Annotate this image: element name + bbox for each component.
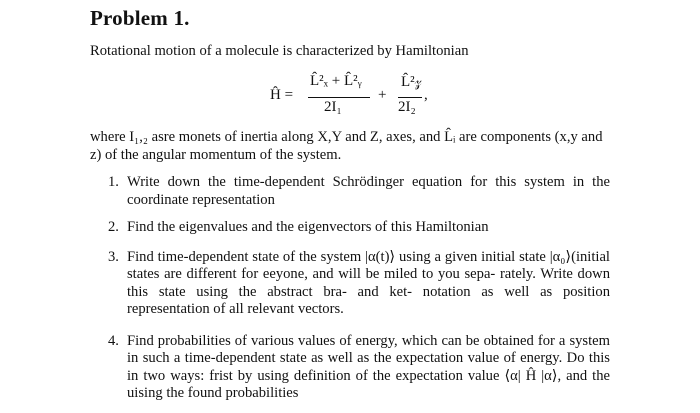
term2-numerator: L̂²𝓏	[401, 74, 422, 90]
item-number: 2.	[108, 219, 119, 235]
list-item	[90, 249, 610, 319]
term2-fraction-bar	[398, 97, 422, 98]
term1-denominator: 2I₁	[324, 99, 342, 115]
variable-description: where I₁,₂ asre monets of inertia along X,Y and Z, axes, and L̂ᵢ are components (x,y and z) of the angular momentum of the system.	[90, 129, 603, 163]
item-text: Write down the time-dependent Schrödinger equation for this system in the coordinate representation	[127, 174, 610, 208]
item-text: Find probabilities of various values of energy, which can be obtained for a system in such a time-dependent state as well as the expectation value of energy. Do this in two ways: frist by using definition of the expectation value ⟨α| Ĥ |α⟩, and the uising the found probabilities	[127, 332, 610, 401]
list-item	[90, 174, 610, 209]
list-item	[90, 333, 610, 403]
term1-fraction-bar	[308, 97, 370, 98]
intro-sentence: Rotational motion of a molecule is characterized by Hamiltonian	[90, 43, 469, 59]
term2-denominator: 2I₂	[398, 99, 416, 115]
plus-sign: +	[378, 87, 387, 103]
item-number: 1.	[108, 174, 119, 190]
item-text: Find time-dependent state of the system |α(t)⟩ using a given initial state |α₀⟩(initial states are different for eeyone, and will be miled to you sepa- rately. Write down this state using the abstract bra- and ket- notation as well as position representation of all relevant vectors.	[127, 248, 610, 317]
problem-list	[90, 174, 610, 413]
term1-numerator: L̂²ₓ + L̂²ᵧ	[310, 73, 362, 89]
item-text: Find the eigenvalues and the eigenvectors of this Hamiltonian	[127, 219, 489, 235]
problem-title: Problem 1.	[90, 6, 190, 30]
equation-trailing-comma: ,	[424, 87, 428, 103]
item-number: 4.	[108, 332, 119, 349]
item-number: 3.	[108, 248, 119, 265]
equation-lhs: Ĥ =	[270, 87, 294, 103]
list-item	[90, 219, 610, 237]
